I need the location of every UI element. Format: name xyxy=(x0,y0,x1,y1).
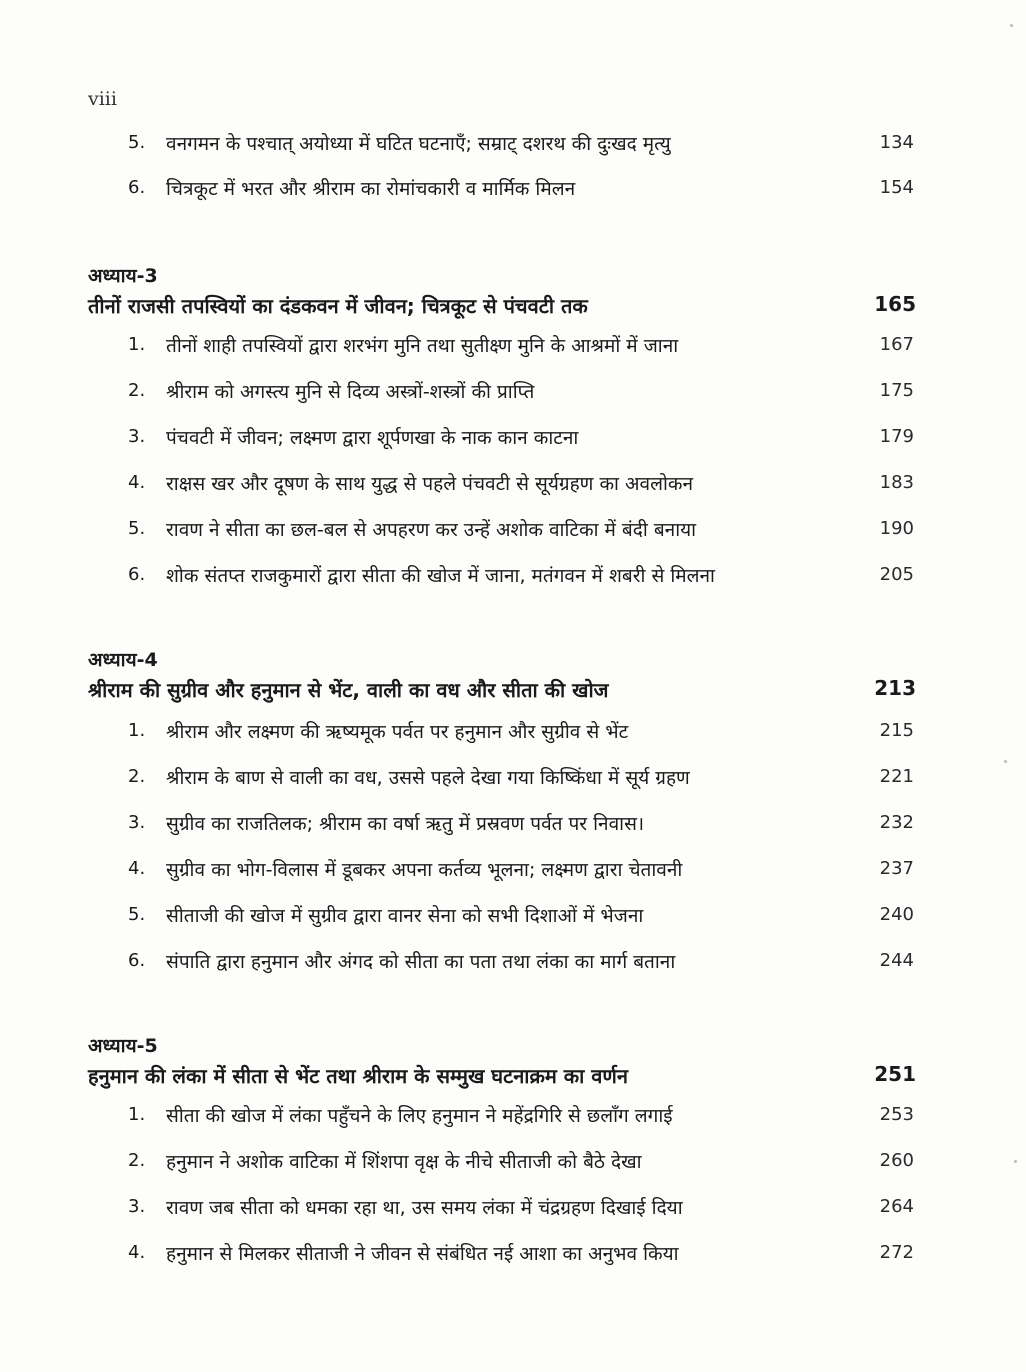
toc-entry[interactable] xyxy=(0,169,1026,209)
entry-number: 1. xyxy=(128,334,146,355)
toc-entry[interactable] xyxy=(0,464,1026,504)
entry-page: 253 xyxy=(879,1104,914,1125)
entry-page: 232 xyxy=(879,812,914,833)
entry-title: चित्रकूट में भरत और श्रीराम का रोमांचकारी व मार्मिक मिलन xyxy=(166,178,576,200)
entry-page: 179 xyxy=(879,426,914,447)
entry-title: सीता की खोज में लंका पहुँचने के लिए हनुमान ने महेंद्रगिरि से छलाँग लगाई xyxy=(166,1105,673,1127)
toc-entry[interactable] xyxy=(0,896,1026,936)
entry-page: 260 xyxy=(879,1150,914,1171)
chapter-page: 213 xyxy=(874,676,916,700)
toc-entry[interactable] xyxy=(0,758,1026,798)
toc-entry[interactable] xyxy=(0,418,1026,458)
entry-number: 1. xyxy=(128,1104,146,1125)
scan-speck xyxy=(1004,760,1007,763)
entry-number: 6. xyxy=(128,950,146,971)
toc-entry[interactable] xyxy=(0,556,1026,596)
chapter-label: अध्याय-3 xyxy=(88,265,158,287)
entry-number: 2. xyxy=(128,380,146,401)
toc-entry[interactable] xyxy=(0,712,1026,752)
toc-entry[interactable] xyxy=(0,372,1026,412)
entry-number: 4. xyxy=(128,472,146,493)
entry-page: 221 xyxy=(879,766,914,787)
toc-entry[interactable] xyxy=(0,1096,1026,1136)
entry-title: पंचवटी में जीवन; लक्ष्मण द्वारा शूर्पणखा के नाक कान काटना xyxy=(166,427,579,449)
entry-number: 5. xyxy=(128,904,146,925)
chapter-title[interactable]: श्रीराम की सुग्रीव और हनुमान से भेंट, वाली का वध और सीता की खोज xyxy=(88,678,609,702)
entry-page: 240 xyxy=(879,904,914,925)
entry-title: रावण जब सीता को धमका रहा था, उस समय लंका में चंद्रग्रहण दिखाई दिया xyxy=(166,1197,683,1219)
entry-title: हनुमान से मिलकर सीताजी ने जीवन से संबंधित नई आशा का अनुभव किया xyxy=(166,1243,679,1265)
entry-title: राक्षस खर और दूषण के साथ युद्ध से पहले पंचवटी से सूर्यग्रहण का अवलोकन xyxy=(166,473,694,495)
entry-title: श्रीराम को अगस्त्य मुनि से दिव्य अस्त्रों-शस्त्रों की प्राप्ति xyxy=(166,381,535,403)
entry-title: श्रीराम के बाण से वाली का वध, उससे पहले देखा गया किष्किंधा में सूर्य ग्रहण xyxy=(166,767,690,789)
chapter-page: 165 xyxy=(874,292,916,316)
toc-entry[interactable] xyxy=(0,942,1026,982)
toc-entry[interactable] xyxy=(0,1234,1026,1274)
entry-number: 2. xyxy=(128,766,146,787)
entry-number: 5. xyxy=(128,132,146,153)
entry-title: सुग्रीव का राजतिलक; श्रीराम का वर्षा ऋतु में प्रस्रवण पर्वत पर निवास। xyxy=(166,813,645,835)
entry-title: सुग्रीव का भोग-विलास में डूबकर अपना कर्तव्य भूलना; लक्ष्मण द्वारा चेतावनी xyxy=(166,859,683,881)
entry-title: श्रीराम और लक्ष्मण की ऋष्यमूक पर्वत पर हनुमान और सुग्रीव से भेंट xyxy=(166,721,629,743)
entry-page: 167 xyxy=(879,334,914,355)
entry-page: 215 xyxy=(879,720,914,741)
entry-number: 6. xyxy=(128,177,146,198)
entry-page: 272 xyxy=(879,1242,914,1263)
toc-entry[interactable] xyxy=(0,1188,1026,1228)
entry-page: 183 xyxy=(879,472,914,493)
entry-page: 244 xyxy=(879,950,914,971)
entry-page: 205 xyxy=(879,564,914,585)
entry-page: 154 xyxy=(879,177,914,198)
entry-number: 6. xyxy=(128,564,146,585)
scan-speck xyxy=(1014,1160,1017,1163)
entry-title: शोक संतप्त राजकुमारों द्वारा सीता की खोज में जाना, मतंगवन में शबरी से मिलना xyxy=(166,565,715,587)
entry-number: 4. xyxy=(128,858,146,879)
page-number: viii xyxy=(88,88,117,110)
entry-page: 264 xyxy=(879,1196,914,1217)
entry-number: 3. xyxy=(128,812,146,833)
entry-title: हनुमान ने अशोक वाटिका में शिंशपा वृक्ष के नीचे सीताजी को बैठे देखा xyxy=(166,1151,642,1173)
toc-entry[interactable] xyxy=(0,510,1026,550)
entry-title: संपाति द्वारा हनुमान और अंगद को सीता का पता तथा लंका का मार्ग बताना xyxy=(166,951,676,973)
entry-page: 237 xyxy=(879,858,914,879)
entry-number: 2. xyxy=(128,1150,146,1171)
entry-title: सीताजी की खोज में सुग्रीव द्वारा वानर सेना को सभी दिशाओं में भेजना xyxy=(166,905,644,927)
toc-entry[interactable] xyxy=(0,804,1026,844)
entry-number: 1. xyxy=(128,720,146,741)
entry-page: 175 xyxy=(879,380,914,401)
entry-number: 3. xyxy=(128,426,146,447)
scan-speck xyxy=(1010,24,1013,27)
toc-entry[interactable] xyxy=(0,1142,1026,1182)
entry-title: वनगमन के पश्चात् अयोध्या में घटित घटनाएँ; सम्राट् दशरथ की दुःखद मृत्यु xyxy=(166,133,671,155)
entry-title: तीनों शाही तपस्वियों द्वारा शरभंग मुनि तथा सुतीक्ष्ण मुनि के आश्रमों में जाना xyxy=(166,335,679,357)
entry-number: 3. xyxy=(128,1196,146,1217)
entry-number: 5. xyxy=(128,518,146,539)
chapter-label: अध्याय-4 xyxy=(88,649,158,671)
entry-title: रावण ने सीता का छल-बल से अपहरण कर उन्हें अशोक वाटिका में बंदी बनाया xyxy=(166,519,697,541)
toc-entry[interactable] xyxy=(0,326,1026,366)
chapter-title[interactable]: तीनों राजसी तपस्वियों का दंडकवन में जीवन; चित्रकूट से पंचवटी तक xyxy=(88,294,588,318)
toc-entry[interactable] xyxy=(0,850,1026,890)
chapter-page: 251 xyxy=(874,1062,916,1086)
entry-page: 134 xyxy=(879,132,914,153)
entry-number: 4. xyxy=(128,1242,146,1263)
entry-page: 190 xyxy=(879,518,914,539)
toc-entry[interactable] xyxy=(0,124,1026,164)
chapter-title[interactable]: हनुमान की लंका में सीता से भेंट तथा श्रीराम के सम्मुख घटनाक्रम का वर्णन xyxy=(88,1064,628,1088)
chapter-label: अध्याय-5 xyxy=(88,1035,158,1057)
